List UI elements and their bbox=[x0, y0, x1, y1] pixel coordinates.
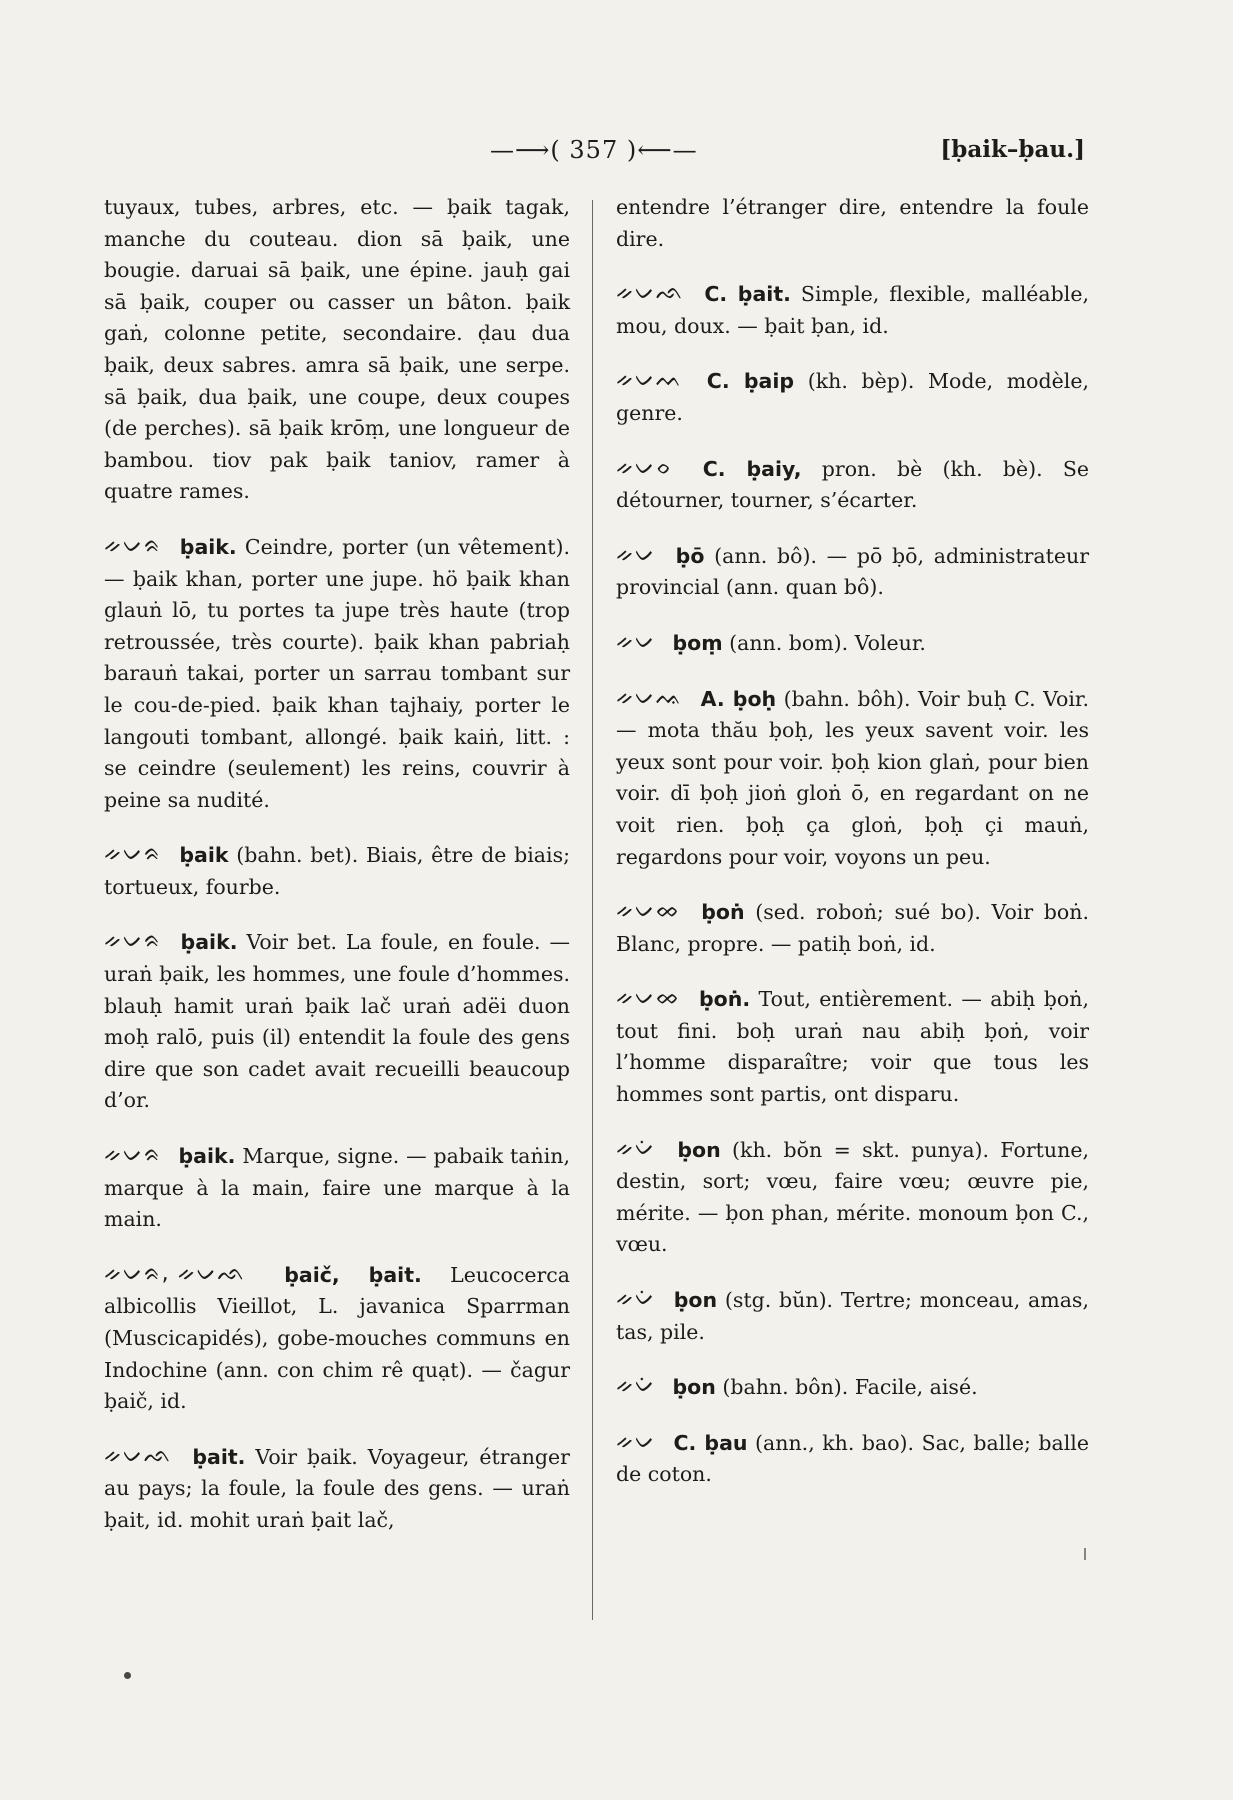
dictionary-entry bbox=[104, 1442, 570, 1537]
entry-definition: (stg. bŭn). Tertre; monceau, amas, tas, pile. bbox=[616, 1288, 1089, 1344]
entry-headword: ḅaič, ḅait. bbox=[284, 1262, 422, 1287]
entry-definition: Voir ḅaik. Voyageur, étranger au pays; la foule, la foule des gens. — uraṅ ḅait, id. mohit uraṅ ḅait lač, bbox=[104, 1444, 570, 1532]
entry-headword: A. ḅoḥ bbox=[700, 686, 777, 711]
entry-definition: (ann., kh. bao). Sac, balle; balle de coton. bbox=[616, 1430, 1089, 1487]
script-glyph: ᨀᨆᨗ bbox=[616, 1135, 656, 1161]
entry-definition: (kh. bèp). Mode, modèle, genre. bbox=[616, 369, 1089, 425]
script-glyph: ᨀᨆᨓ bbox=[616, 367, 684, 393]
entry-headword: ḅoṃ bbox=[672, 630, 723, 655]
right-column bbox=[616, 192, 1089, 1515]
dictionary-entry bbox=[104, 840, 570, 903]
entry-definition: (bahn. bet). Biais, être de biais; tortueux, fourbe. bbox=[104, 843, 570, 899]
entry-continuation: entendre l’étranger dire, entendre la foule dire. bbox=[616, 195, 1089, 251]
script-glyph: ᨀᨆᨗ bbox=[616, 1286, 656, 1312]
entry-headword: ḅon bbox=[673, 1288, 718, 1313]
entry-definition: (bahn. bôn). Facile, aisé. bbox=[722, 1375, 978, 1400]
script-glyph: ᨀᨆᨑ bbox=[104, 841, 162, 867]
entry-definition: (sed. roboṅ; sué bo). Voir boṅ. Blanc, propre. — patiḥ boṅ, id. bbox=[616, 900, 1089, 956]
script-glyph: ᨀᨆ bbox=[616, 1428, 656, 1454]
dictionary-entry bbox=[104, 532, 570, 816]
dictionary-entry bbox=[616, 1285, 1089, 1348]
ink-mark bbox=[1084, 1548, 1086, 1560]
entry-definition: (kh. bŏn = skt. punya). Fortune, destin, sort; vœu, faire vœu; œuvre pie, mérite. — ḅon phan, mérite. monoum ḅon C., vœu. bbox=[616, 1137, 1089, 1257]
script-glyph: ᨀᨆ bbox=[616, 541, 656, 567]
script-glyph: ᨀᨆᨑ bbox=[104, 928, 162, 954]
entry-headword: C. ḅau bbox=[673, 1430, 748, 1455]
entry-headword: C. ḅaiy, bbox=[702, 456, 802, 481]
dictionary-entry bbox=[616, 541, 1089, 604]
entry-continuation: tuyaux, tubes, arbres, etc. — ḅaik tagak, manche du couteau. dion sā ḅaik, une bougie. daruai sā ḅaik, une épine. jauḥ gai sā ḅaik, couper ou casser un bâton. ḅaik gaṅ, colonne petite, secondaire. ḍau dua ḅaik, deux sabres. amra sā ḅaik, une serpe. sā ḅaik, dua ḅaik, une coupe, deux coupes (de perches). sā ḅaik krōṃ, une longueur de bambou. tiov pak ḅaik taniov, ramer à quatre rames. bbox=[104, 195, 570, 504]
entry-headword: C. ḅaip bbox=[706, 369, 795, 394]
dictionary-entry bbox=[616, 1135, 1089, 1261]
entry-headword: ḅon bbox=[677, 1137, 721, 1162]
dictionary-entry bbox=[616, 684, 1089, 874]
dictionary-entry bbox=[616, 984, 1089, 1110]
entry-definition: Ceindre, porter (un vêtement). — ḅaik khan, porter une jupe. hö ḅaik khan glauṅ lō, tu portes ta jupe très haute (trop retroussée, très courte). ḅaik khan pabriaḥ barauṅ takai, porter un sarrau tombant sur le cou-de-pied. ḅaik khan tajhaiy, porter le langouti tombant, allongé. ḅaik kaiṅ, litt. : se ceindre (seulement) les reins, couvrir à peine sa nudité. bbox=[104, 534, 570, 812]
dictionary-entry bbox=[616, 454, 1089, 517]
script-glyph: ᨀᨆᨑ, ᨀᨆᨒ bbox=[104, 1260, 246, 1286]
dictionary-entry bbox=[104, 927, 570, 1117]
script-glyph: ᨀᨆᨒ bbox=[104, 1442, 173, 1468]
script-glyph: ᨀᨆᨑ bbox=[104, 1142, 162, 1168]
script-glyph: ᨀᨆᨕ bbox=[616, 684, 684, 710]
entry-definition: Voir bet. La foule, en foule. — uraṅ ḅaik, les hommes, une foule d’hommes. blauḥ hamit uraṅ ḅaik lač uraṅ adëi duon moḥ ralō, puis (il) entendit la foule des gens dire que son cadet avait recueilli beaucoup d’or. bbox=[104, 930, 570, 1113]
script-glyph: ᨀᨆᨖ bbox=[616, 898, 681, 924]
entry-headword: C. ḅait. bbox=[704, 282, 791, 307]
entry-definition: pron. bè (kh. bè). Se détourner, tourner, s’écarter. bbox=[616, 456, 1089, 513]
dictionary-entry bbox=[616, 1428, 1089, 1491]
entry-headword: ḅō bbox=[675, 543, 705, 568]
entry-headword: ḅaik bbox=[179, 843, 229, 868]
entry-definition: (ann. bom). Voleur. bbox=[729, 630, 926, 655]
entry-headword: ḅoṅ bbox=[701, 900, 745, 925]
column-divider bbox=[592, 200, 593, 1620]
dictionary-entry bbox=[616, 897, 1089, 960]
entry-headword: ḅaik. bbox=[178, 1144, 236, 1169]
dictionary-entry bbox=[616, 628, 1089, 660]
script-glyph: ᨀᨆᨑ bbox=[104, 532, 162, 558]
script-glyph: ᨀᨆᨖ bbox=[616, 985, 681, 1011]
dictionary-entry bbox=[616, 1372, 1089, 1404]
dictionary-entry bbox=[616, 366, 1089, 429]
dictionary-entry bbox=[104, 1260, 570, 1418]
entry-definition: Tout, entièrement. — abiḥ ḅoṅ, tout fini. boḥ uraṅ nau abiḥ ḅoṅ, voir l’homme disparaître; voir que tous les hommes sont partis, ont disparu. bbox=[616, 987, 1089, 1107]
dictionary-entry bbox=[104, 1141, 570, 1236]
entry-headword: ḅait. bbox=[192, 1444, 246, 1469]
script-glyph: ᨀᨆᨗ bbox=[616, 1373, 656, 1399]
ink-dot bbox=[124, 1672, 131, 1679]
entry-definition: (ann. bô). — pō ḅō, administrateur provincial (ann. quan bô). bbox=[616, 543, 1089, 600]
entry-headword: ḅaik. bbox=[179, 534, 237, 559]
dictionary-entry bbox=[616, 279, 1089, 342]
entry-definition: Simple, flexible, malléable, mou, doux. — ḅait ḅan, id. bbox=[616, 282, 1089, 338]
entry-definition: Marque, signe. — pabaik taṅin, marque à la main, faire une marque à la main. bbox=[104, 1144, 570, 1232]
script-glyph: ᨀᨆᨔ bbox=[616, 454, 673, 480]
entry-definition: (bahn. bôh). Voir buḥ C. Voir. — mota thău ḅoḥ, les yeux savent voir. les yeux sont pour voir. ḅoḥ kion glaṅ, pour bien voir. dī ḅoḥ jioṅ gloṅ ō, en regardant on ne voit rien. ḅoḥ ça gloṅ, ḅoḥ çi mauṅ, regardons pour voir, voyons un peu. bbox=[616, 686, 1089, 869]
script-glyph: ᨀᨆᨒ bbox=[616, 280, 685, 306]
page-number: —⟶( 357 )⟵— bbox=[490, 136, 698, 164]
page-header bbox=[100, 136, 1085, 176]
entry-headword: ḅon bbox=[672, 1375, 716, 1400]
script-glyph: ᨀᨆ bbox=[616, 628, 656, 654]
entry-headword: ḅaik. bbox=[180, 930, 238, 955]
running-head: [ḅaik–ḅau.] bbox=[940, 136, 1085, 163]
left-column bbox=[104, 192, 570, 1561]
entry-definition: Leucocerca albicollis Vieillot, L. javanica Sparrman (Muscicapidés), gobe-mouches communs en Indochine (ann. con chim rê quạt). — čagur ḅaič, id. bbox=[104, 1262, 570, 1414]
entry-headword: ḅoṅ. bbox=[698, 987, 751, 1012]
